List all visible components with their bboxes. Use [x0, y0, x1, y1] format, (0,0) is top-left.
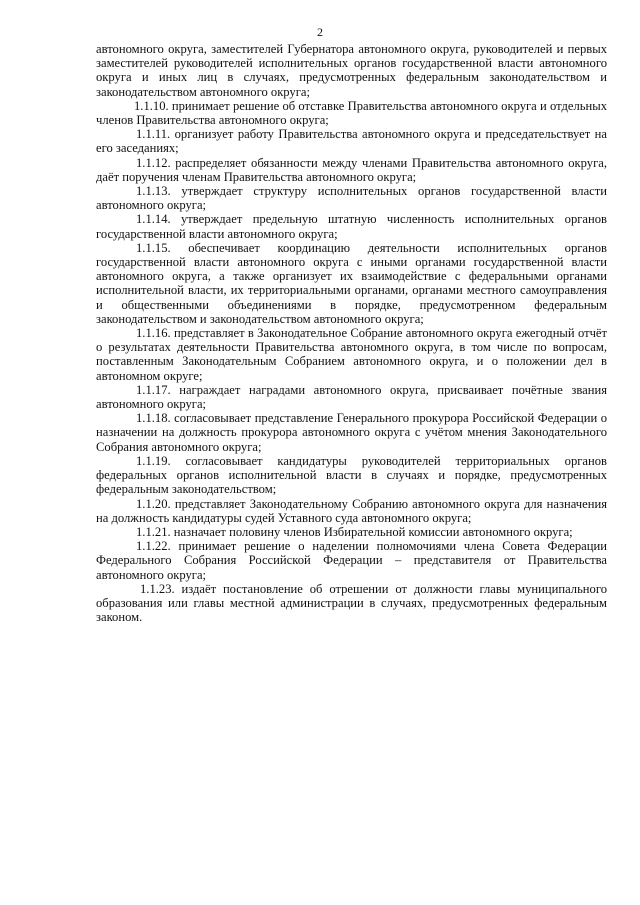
document-body	[96, 42, 607, 624]
paragraph-1-1-22: 1.1.22. принимает решение о наделении полномочиями члена Совета Федерации Федерального Собрания Российской Федерации – представителя от Правительства автономного округа;	[96, 539, 607, 582]
paragraph-1-1-20: 1.1.20. представляет Законодательному Собранию автономного округа для назначения на должность кандидатуры судей Уставного суда автономного округа;	[96, 496, 607, 525]
paragraph-1-1-18: 1.1.18. согласовывает представление Генерального прокурора Российской Федерации о назначении на должность прокурора автономного округа с учётом мнения Законодательного Собрания автономного округа;	[96, 411, 607, 454]
paragraph-1-1-11: 1.1.11. организует работу Правительства автономного округа и председательствует на его заседаниях;	[96, 127, 607, 156]
paragraph-continuation: автономного округа, заместителей Губернатора автономного округа, руководителей и первых заместителей руководителей исполнительных органов государственной власти автономного округа и иных лиц в случаях, предусмотренных федеральным законодательством и законодательством автономного округа;	[96, 42, 607, 99]
paragraph-1-1-17: 1.1.17. награждает наградами автономного округа, присваивает почётные звания автономного округа;	[96, 382, 607, 412]
paragraph-1-1-16: 1.1.16. представляет в Законодательное Собрание автономного округа ежегодный отчёт о результатах деятельности Правительства автономного округа, в том числе по вопросам, поставленным Законодательным Собранием автономного округа, и о положении дел в автономном округе;	[96, 326, 607, 383]
paragraph-1-1-12: 1.1.12. распределяет обязанности между членами Правительства автономного округа, даёт поручения членам Правительства автономного округа;	[96, 155, 607, 184]
paragraph-1-1-15: 1.1.15. обеспечивает координацию деятельности исполнительных органов государственной власти автономного округа с иными органами государственной власти автономного округа, а также организует их взаимодействие с федеральными органами исполнительной власти, их территориальными органами, органами местного самоуправления и общественными объединениями в порядке, предусмотренном федеральным законодательством и законодательством автономного округа;	[96, 240, 607, 326]
paragraph-1-1-23: 1.1.23. издаёт постановление об отрешении от должности главы муниципального образования или главы местной администрации в случаях, предусмотренных федеральным законом.	[96, 581, 607, 625]
paragraph-1-1-13: 1.1.13. утверждает структуру исполнительных органов государственной власти автономного округа;	[96, 184, 607, 213]
paragraph-1-1-14: 1.1.14. утверждает предельную штатную численность исполнительных органов государственной власти автономного округа;	[96, 212, 607, 241]
page-number: 2	[317, 25, 323, 39]
paragraph-1-1-19: 1.1.19. согласовывает кандидатуры руководителей территориальных органов федеральных органов исполнительной власти в случаях и порядке, предусмотренных федеральным законодательством;	[96, 453, 607, 497]
paragraph-1-1-10: 1.1.10. принимает решение об отставке Правительства автономного округа и отдельных членов Правительства автономного округа;	[96, 98, 607, 128]
paragraph-1-1-21: 1.1.21. назначает половину членов Избирательной комиссии автономного округа;	[136, 524, 573, 539]
